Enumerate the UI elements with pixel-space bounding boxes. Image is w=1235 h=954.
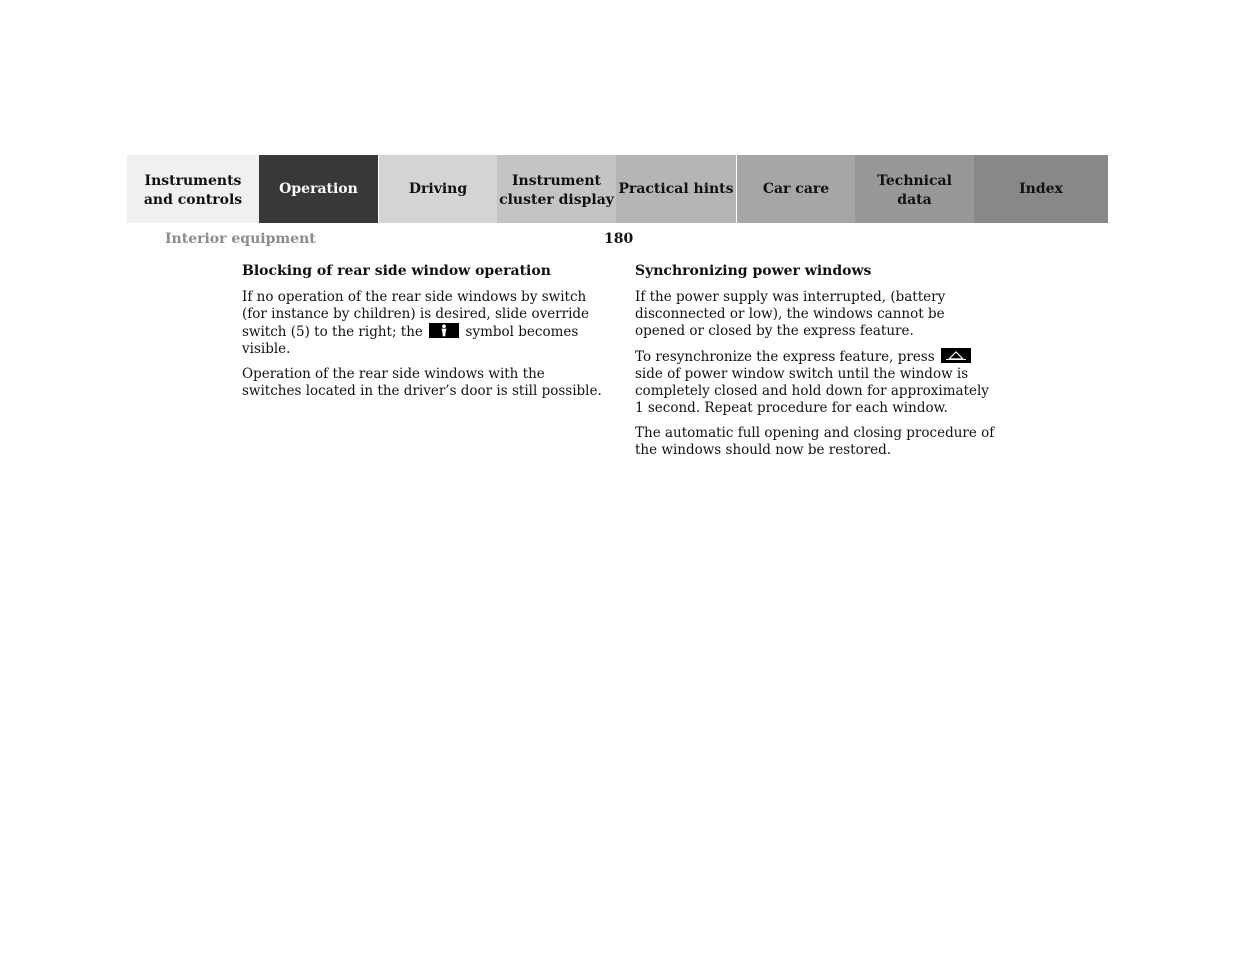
heading-blocking-rear-windows: Blocking of rear side window operation	[242, 263, 551, 279]
paragraph-power-interrupted: If the power supply was interrupted, (battery disconnected or low), the windows cannot be opened or closed by the express feature.	[635, 289, 946, 339]
child-safety-symbol-icon	[429, 323, 459, 338]
window-up-arrow-icon	[941, 348, 971, 363]
right-column	[635, 262, 997, 467]
tab-instrument-cluster-display[interactable]: Instrument cluster display	[497, 155, 616, 223]
paragraph-driver-door-switches: Operation of the rear side windows with the switches located in the driver’s door is still possible.	[242, 366, 602, 399]
tab-driving[interactable]: Driving	[378, 155, 497, 223]
chapter-tabs	[127, 155, 1108, 223]
tab-operation[interactable]: Operation	[259, 155, 378, 223]
heading-synchronizing-windows: Synchronizing power windows	[635, 263, 872, 279]
page-number: 180	[604, 231, 634, 247]
left-column	[242, 262, 602, 408]
tab-technical-data[interactable]: Technical data	[855, 155, 974, 223]
paragraph-restored: The automatic full opening and closing procedure of the windows should now be restored.	[635, 425, 995, 458]
paragraph-resynchronize: To resynchronize the express feature, press side of power window switch until the window is completely closed and hold down for approximately 1 second. Repeat procedure for each window.	[635, 349, 989, 416]
tab-instruments-and-controls[interactable]: Instruments and controls	[127, 155, 259, 223]
section-title: Interior equipment	[165, 231, 316, 247]
paragraph-override-switch: If no operation of the rear side windows by switch (for instance by children) is desired, slide override switch (5) to the right; the symbol becomes visible.	[242, 289, 590, 357]
tab-index[interactable]: Index	[974, 155, 1108, 223]
tab-car-care[interactable]: Car care	[736, 155, 855, 223]
tab-practical-hints[interactable]: Practical hints	[616, 155, 736, 223]
